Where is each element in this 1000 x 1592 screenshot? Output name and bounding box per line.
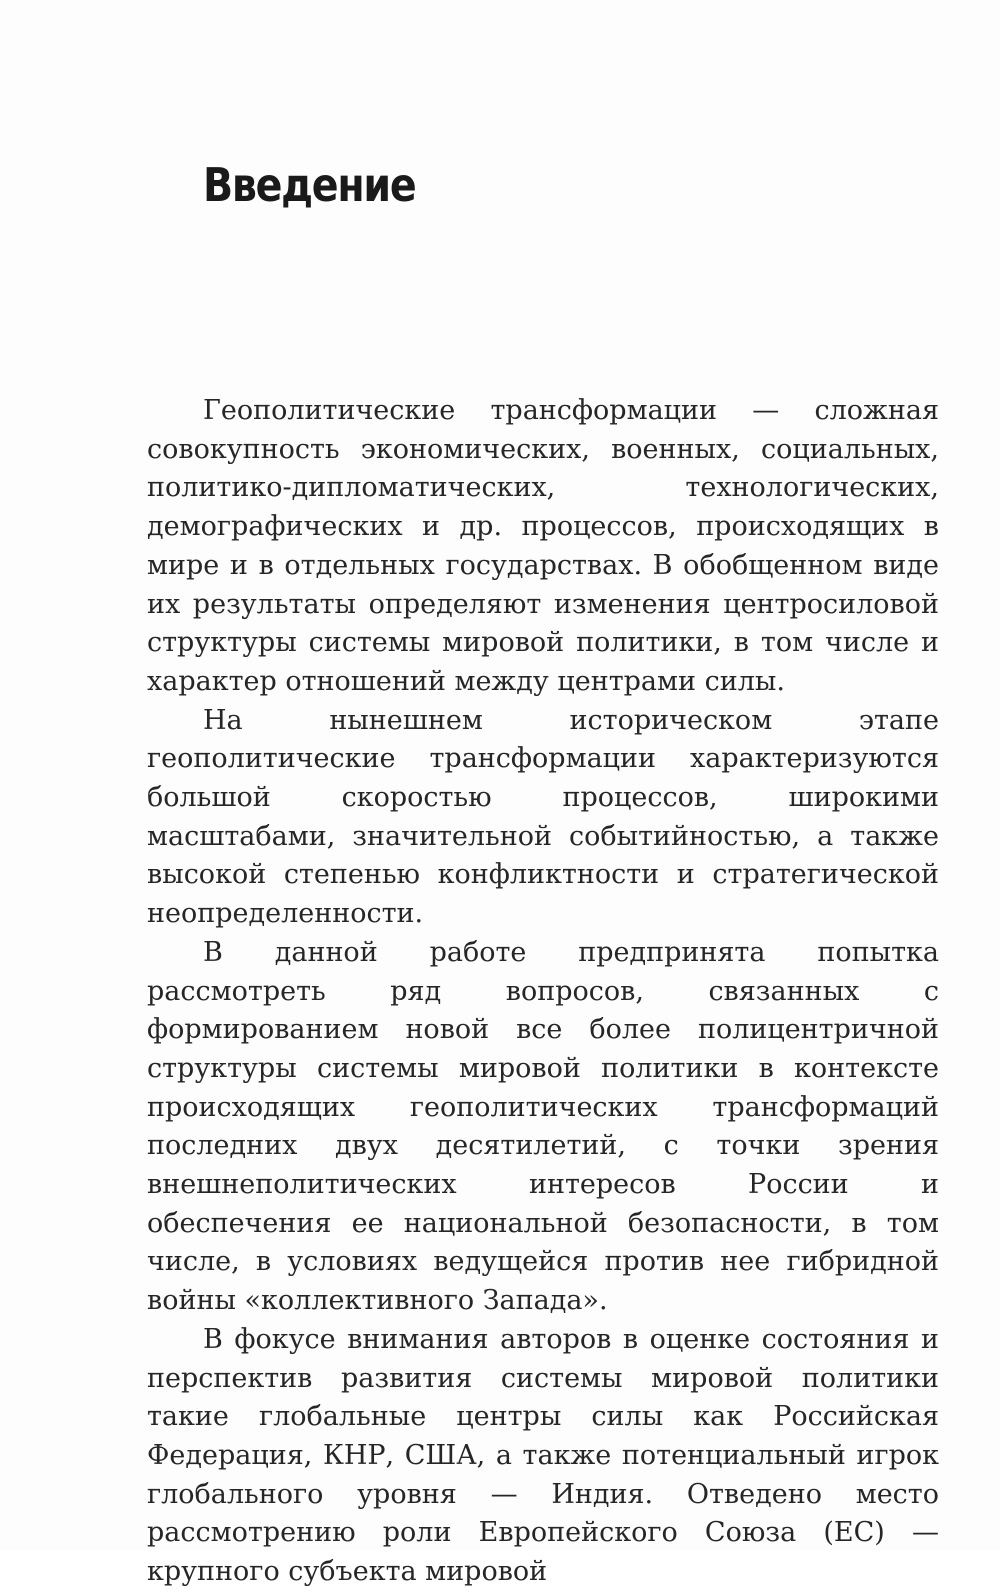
chapter-title: Введение — [203, 158, 416, 212]
paragraph-3: В данной работе предпринята попытка рассмотреть ряд вопросов, связанных с формированием новой все более полицентричной структуры системы мировой политики в контексте происходящих геополитических трансформаций последних двух десятилетий, с точки зрения внешнеполитических интересов России и обеспечения ее национальной безопасности, в том числе, в условиях ведущейся против нее гибридной войны «коллективного Запада». — [147, 936, 939, 1317]
paragraph-4: В фокусе внимания авторов в оценке состояния и перспектив развития системы мировой политики такие глобальные центры силы как Российская Федерация, КНР, США, а также потенциальный игрок глобального уровня — Индия. Отведено место рассмотрению роли Европейского Союза (ЕС) — крупного субъекта мировой — [147, 1323, 939, 1588]
paragraph-2: На нынешнем историческом этапе геополитические трансформации характеризуются большой скоростью процессов, широкими масштабами, значительной событийностью, а также высокой степенью конфликтности и стратегической неопределенности. — [147, 704, 939, 930]
body-text — [147, 392, 939, 1592]
paragraph-1: Геополитические трансформации — сложная совокупность экономических, военных, социальных, политико-дипломатических, технологических, демографических и др. процессов, происходящих в мире и в отдельных государствах. В обобщенном виде их результаты определяют изменения центросиловой структуры системы мировой политики, в том числе и характер отношений между центрами силы. — [147, 395, 939, 697]
